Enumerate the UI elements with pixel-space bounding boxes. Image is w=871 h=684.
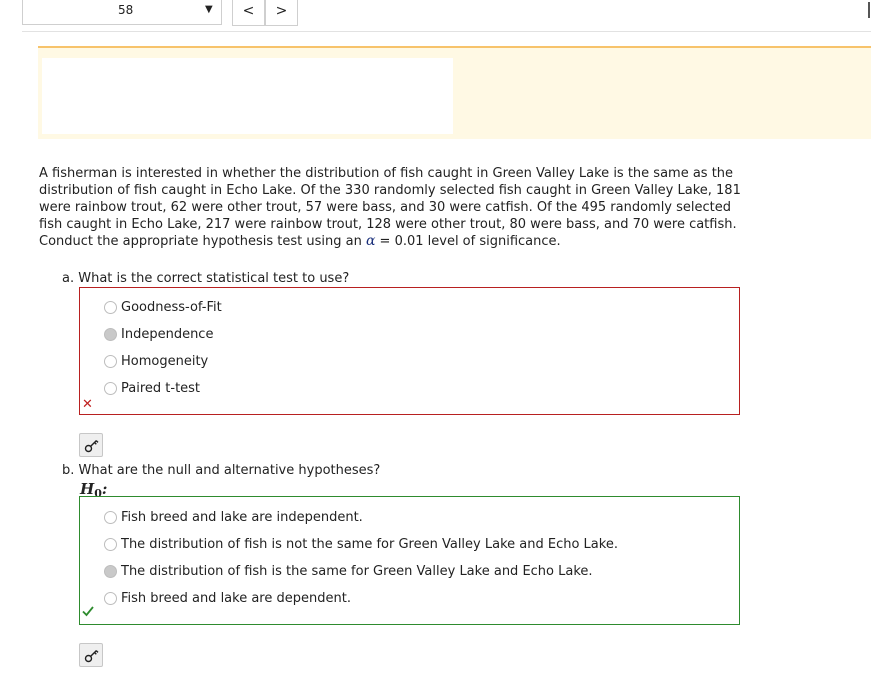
option-label: Fish breed and lake are independent. — [121, 509, 363, 525]
key-icon — [84, 648, 99, 663]
option-same[interactable] — [104, 562, 593, 580]
h0-subscript: 0 — [94, 487, 102, 500]
option-goodness-of-fit[interactable] — [104, 298, 222, 316]
option-label: Fish breed and lake are dependent. — [121, 590, 351, 606]
radio-button[interactable] — [104, 301, 117, 314]
next-question-button[interactable] — [265, 0, 298, 26]
option-label: The distribution of fish is not the same for Green Valley Lake and Echo Lake. — [121, 536, 618, 552]
banner-content-area — [42, 58, 453, 134]
previous-question-button[interactable] — [232, 0, 265, 26]
option-label: Independence — [121, 326, 214, 342]
dropdown-caret-icon: ▼ — [205, 4, 213, 15]
radio-button[interactable] — [104, 592, 117, 605]
chevron-right-icon: > — [275, 3, 288, 19]
question-selector[interactable] — [22, 0, 222, 25]
scrollbar-edge — [868, 2, 870, 18]
radio-button-selected[interactable] — [104, 328, 117, 341]
h0-letter: H — [80, 480, 95, 498]
radio-button[interactable] — [104, 511, 117, 524]
problem-text: A fisherman is interested in whether the distribution of fish caught in Green Valley Lake is the same as the distribution of fish caught in Echo Lake. Of the 330 randomly selected fish caught in Green Valley Lake, 181 were rainbow trout, 62 were other trout, 57 were bass, and 30 were catfish. Of the 495 randomly selected fish caught in Echo Lake, 217 were rainbow trout, 128 were other trout, 80 were bass, and 70 were catfish. Conduct the appropriate hypothesis test using an — [39, 166, 741, 249]
option-label: The distribution of fish is the same for Green Valley Lake and Echo Lake. — [121, 563, 593, 579]
chevron-left-icon: < — [242, 3, 255, 19]
part-a-answer-box — [79, 287, 740, 415]
option-homogeneity[interactable] — [104, 352, 208, 370]
question-number: 58 — [118, 3, 134, 17]
correct-check-icon — [82, 605, 94, 617]
notice-banner — [38, 46, 871, 139]
option-not-same[interactable] — [104, 535, 618, 553]
option-independence[interactable] — [104, 325, 213, 343]
radio-button[interactable] — [104, 538, 117, 551]
radio-button-selected[interactable] — [104, 565, 117, 578]
part-a-question: a. What is the correct statistical test to use? — [62, 271, 350, 286]
option-paired-t-test[interactable] — [104, 379, 200, 397]
option-independent[interactable] — [104, 508, 363, 526]
radio-button[interactable] — [104, 382, 117, 395]
alpha-symbol: α — [365, 233, 376, 249]
option-label: Homogeneity — [121, 353, 209, 369]
part-b-key-button[interactable] — [79, 643, 103, 667]
problem-statement — [39, 165, 749, 250]
option-label: Goodness-of-Fit — [121, 299, 222, 315]
part-a-key-button[interactable] — [79, 433, 103, 457]
incorrect-x-icon: ✕ — [82, 397, 93, 412]
problem-text-end: = 0.01 level of significance. — [375, 234, 561, 249]
nav-divider — [22, 31, 871, 32]
question-navigation — [0, 0, 871, 32]
h0-colon: : — [101, 480, 108, 498]
option-dependent[interactable] — [104, 589, 351, 607]
part-b-answer-box — [79, 496, 740, 625]
option-label: Paired t-test — [121, 380, 201, 396]
radio-button[interactable] — [104, 355, 117, 368]
key-icon — [84, 438, 99, 453]
part-b-question: b. What are the null and alternative hypotheses? — [62, 463, 381, 478]
